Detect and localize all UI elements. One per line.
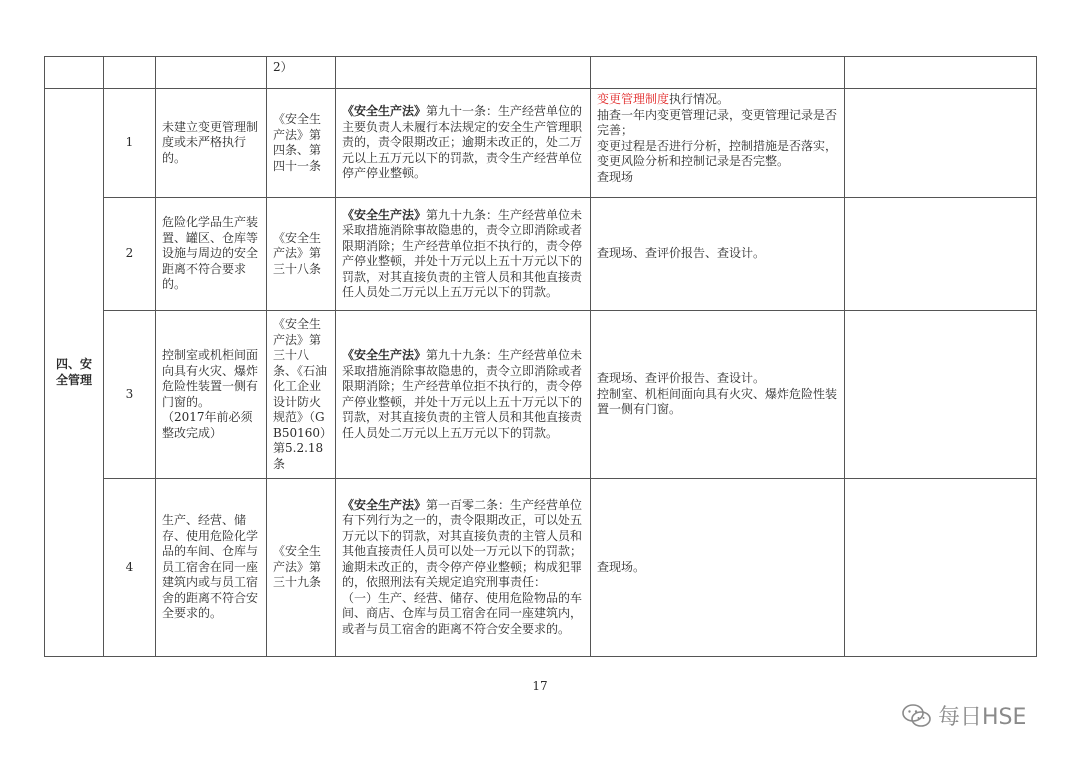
highlight-text: 变更管理制度	[597, 92, 670, 106]
table-row	[45, 57, 1037, 89]
penalty-cell	[336, 311, 591, 479]
check-cell	[591, 89, 845, 198]
regulation-table	[44, 56, 1037, 657]
check-cell	[591, 479, 845, 657]
table-row	[45, 89, 1037, 198]
law-cell-continued: 2）	[267, 57, 336, 89]
category-cell: 四、安全管理	[45, 89, 104, 657]
table-row	[45, 311, 1037, 479]
remark-cell	[845, 311, 1037, 479]
law-title: 《安全生产法》	[342, 348, 427, 362]
row-number: 2	[104, 198, 156, 311]
law-title: 《安全生产法》	[342, 207, 427, 222]
law-cell: 《安全生产法》第三十八条	[267, 198, 336, 311]
remark-cell	[845, 89, 1037, 198]
law-title: 《安全生产法》	[342, 104, 427, 119]
penalty-cell	[336, 89, 591, 198]
issue-cell: 危险化学品生产装置、罐区、仓库等设施与周边的安全距离不符合要求的。	[156, 198, 267, 311]
check-line: 变更过程是否进行分析，控制措施是否落实，变更风险分析和控制记录是否完整。	[597, 138, 838, 168]
issue-note: （2017年前必须整改完成）	[162, 410, 253, 440]
penalty-text: 第九十九条：生产经营单位未采取措施消除事故隐患的，责令立即消除或者限期消除；生产经营单位拒不执行的，责令停产停业整顿，并处十万元以上五十万元以下的罚款，对其直接负责的主管人员和其他直接责任人员处二万元以上五万元以下的罚款。	[342, 348, 583, 440]
law-title: 《安全生产法》	[342, 497, 427, 512]
law-cell: 《安全生产法》第四条、第四十一条	[267, 89, 336, 198]
check-line: 控制室、机柜间面向具有火灾、爆炸危险性装置一侧有门窗。	[597, 386, 838, 417]
penalty-cell	[336, 479, 591, 657]
table-row	[45, 479, 1037, 657]
issue-cell	[156, 311, 267, 479]
check-text: 执行情况。	[669, 92, 730, 106]
watermark	[902, 700, 1026, 731]
check-line: 查现场。	[597, 559, 646, 574]
issue-line: 控制室或机柜间面向具有火灾、爆炸危险性装置一侧有门窗的。	[162, 348, 259, 409]
page-number: 17	[532, 679, 548, 693]
law-cell: 《安全生产法》第三十九条	[267, 479, 336, 657]
check-cell-empty	[591, 57, 845, 89]
penalty-cell-empty	[336, 57, 591, 89]
row-number: 4	[104, 479, 156, 657]
penalty-text: 第一百零二条：生产经营单位有下列行为之一的，责令限期改正，可以处五万元以下的罚款，对其直接负责的主管人员和其他直接责任人员可以处一万元以下的罚款；逾期未改正的，责令停产停业整顿；构成犯罪的，依照刑法有关规定追究刑事责任：	[342, 497, 583, 590]
penalty-text: 第九十一条：生产经营单位的主要负责人未履行本法规定的安全生产管理职责的，责令限期改正；逾期未改正的，处二万元以上五万元以下的罚款，责令生产经营单位停产停业整顿。	[342, 104, 583, 181]
issue-cell: 生产、经营、储存、使用危险化学品的车间、仓库与员工宿舍在同一座建筑内或与员工宿舍的距离不符合安全要求的。	[156, 479, 267, 657]
remark-cell	[845, 198, 1037, 311]
remark-cell-empty	[845, 57, 1037, 89]
remark-cell	[845, 479, 1037, 657]
category-cell-empty	[45, 57, 104, 89]
penalty-cell	[336, 198, 591, 311]
check-line: 查现场、查评价报告、查设计。	[597, 246, 766, 261]
watermark-text: 每日HSE	[938, 705, 1027, 730]
issue-cell: 未建立变更管理制度或未严格执行的。	[156, 89, 267, 198]
penalty-text: 第九十九条：生产经营单位未采取措施消除事故隐患的，责令立即消除或者限期消除；生产经营单位拒不执行的，责令停产停业整顿，并处十万元以上五十万元以下的罚款，对其直接负责的主管人员和其他直接责任人员处二万元以上五万元以下的罚款。	[342, 207, 583, 299]
row-number: 1	[104, 89, 156, 198]
check-cell	[591, 311, 845, 479]
check-line: 查现场	[597, 169, 634, 184]
wechat-icon	[902, 703, 932, 729]
law-cell: 《安全生产法》第三十八条、《石油化工企业设计防火规范》（GB50160）第5.2.18条	[267, 311, 336, 479]
table-row	[45, 198, 1037, 311]
num-cell-empty	[104, 57, 156, 89]
check-cell	[591, 198, 845, 311]
check-line: 查现场、查评价报告、查设计。	[597, 371, 766, 386]
penalty-item: （一）生产、经营、储存、使用危险物品的车间、商店、仓库与员工宿舍在同一座建筑内，或者与员工宿舍的距离不符合安全要求的。	[342, 590, 583, 636]
check-line: 抽查一年内变更管理记录，变更管理记录是否完善；	[597, 107, 838, 137]
issue-cell-empty	[156, 57, 267, 89]
row-number: 3	[104, 311, 156, 479]
